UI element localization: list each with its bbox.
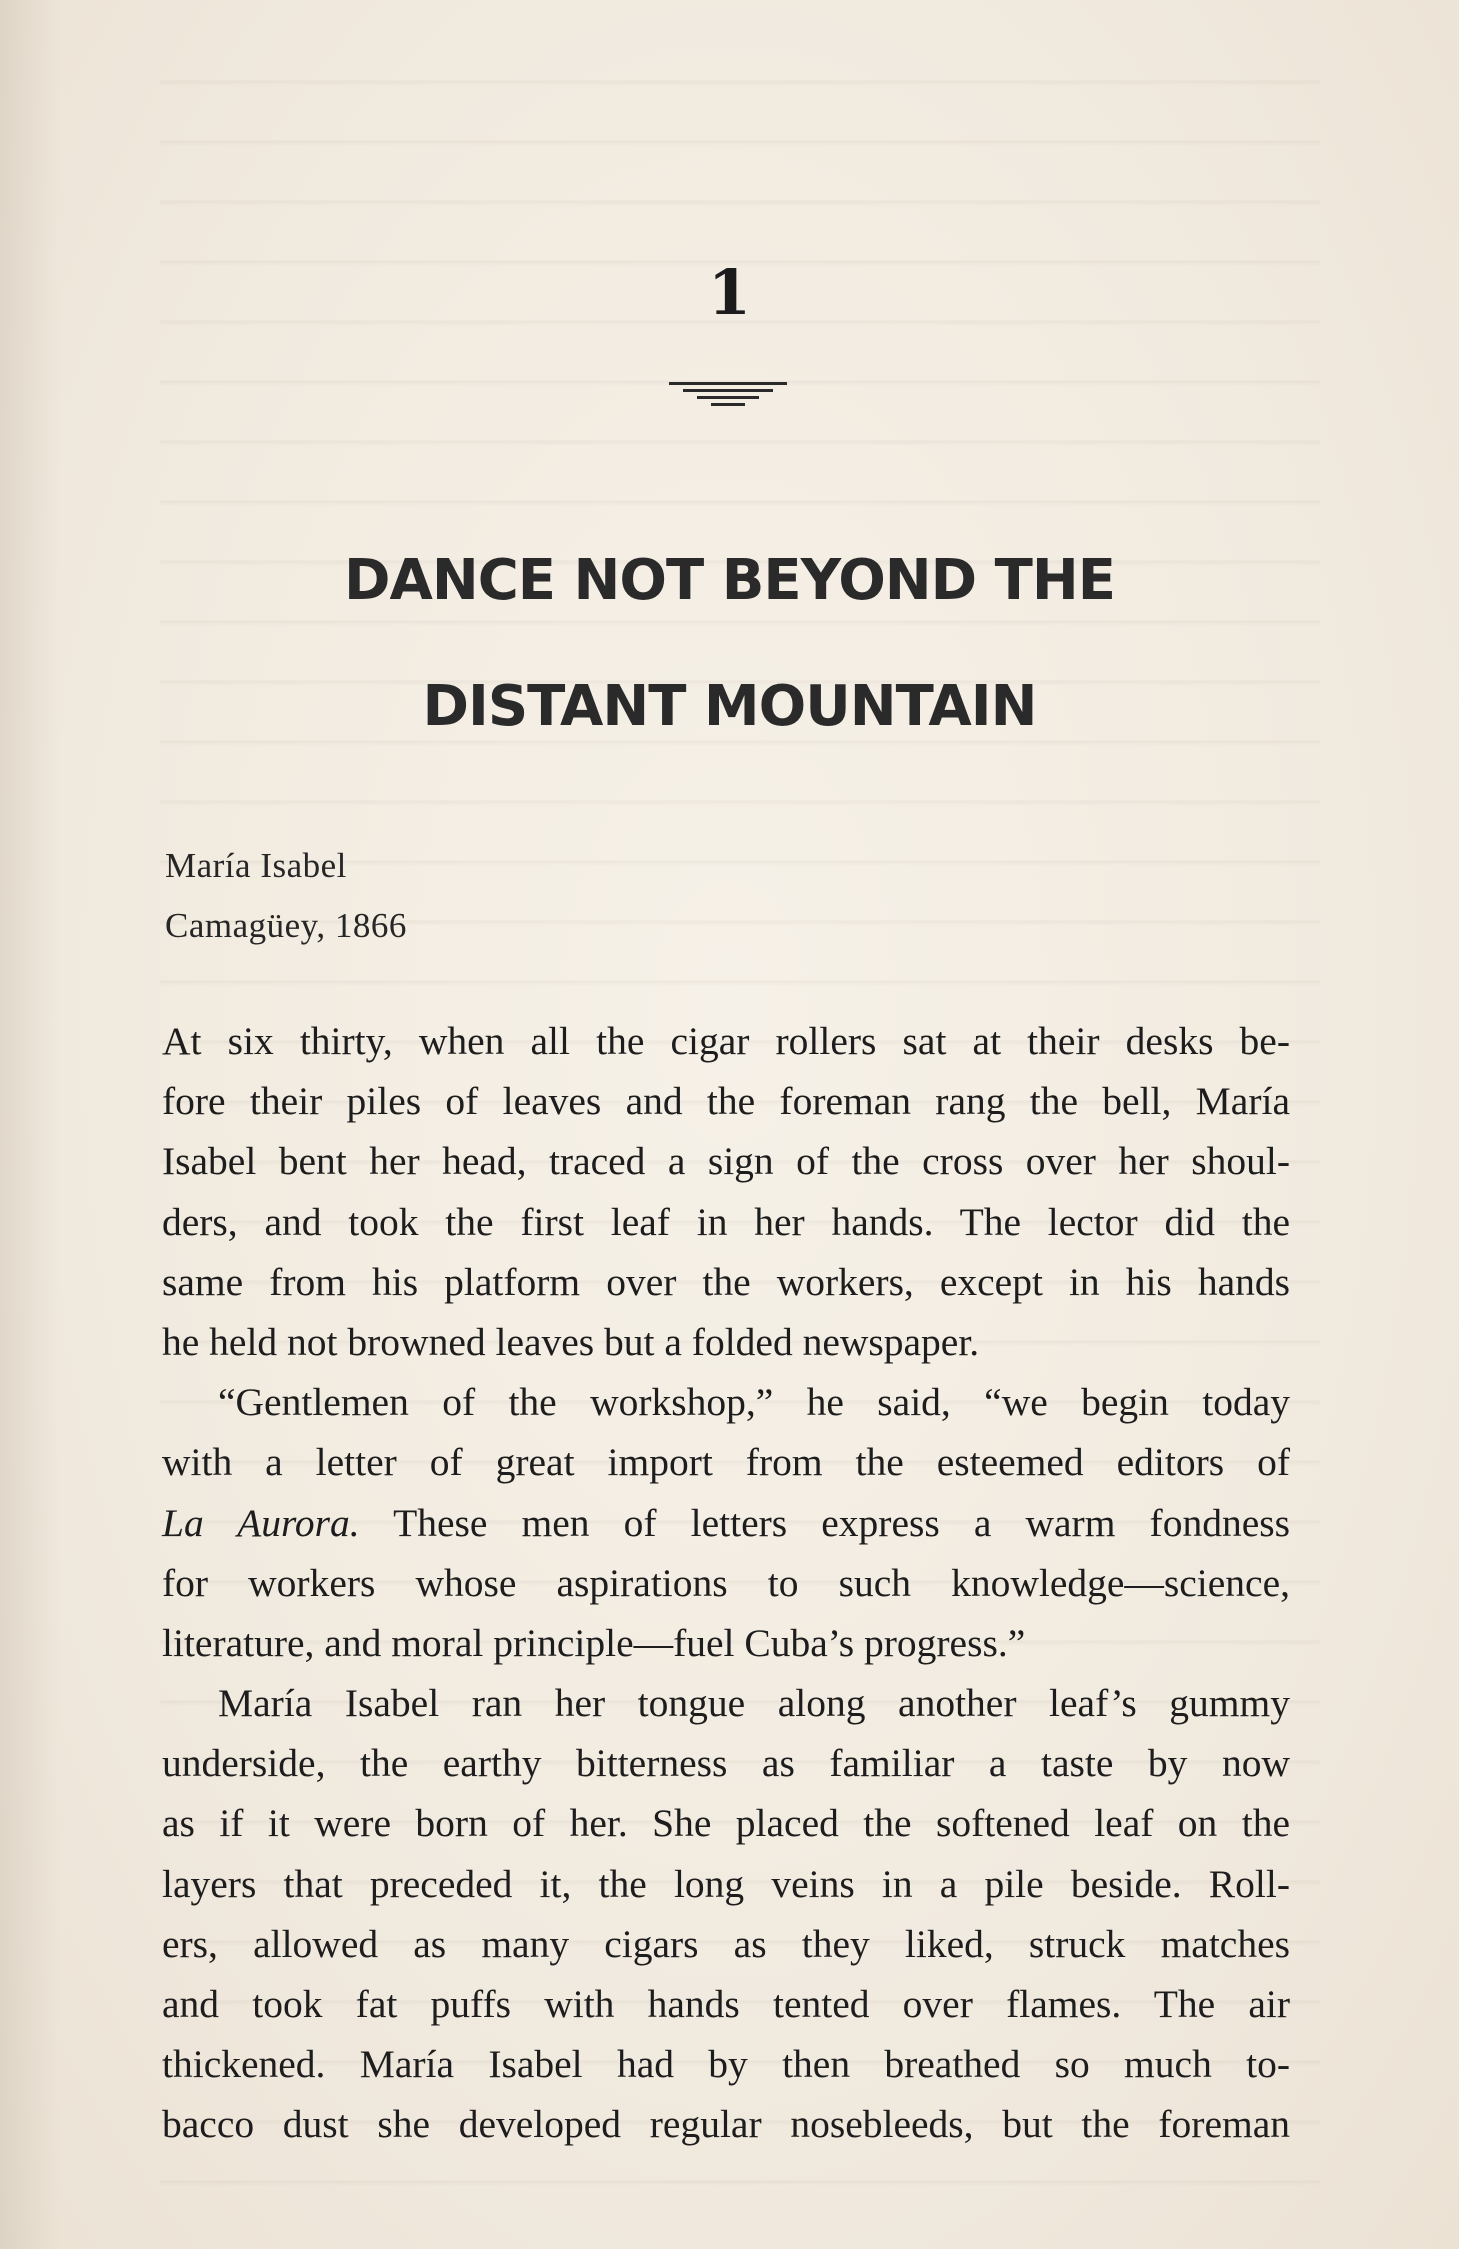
text-line: he held not browned leaves but a folded newspaper. — [162, 1319, 980, 1364]
body-text — [162, 1011, 1290, 2155]
pov-header — [165, 836, 407, 956]
newspaper-title: La Aurora. — [162, 1500, 360, 1545]
chapter-number: 1 — [707, 256, 752, 329]
text-line-rest: These men of letters express a warm fondness — [393, 1500, 1290, 1545]
text-line-with-italic — [162, 1493, 1290, 1553]
text-line: for workers whose aspirations to such knowledge—science, — [162, 1560, 1290, 1605]
chapter-ornament-icon — [669, 382, 787, 422]
chapter-title-line-2: DISTANT MOUNTAIN — [422, 674, 1037, 739]
text-line: literature, and moral principle—fuel Cuba’s progress.” — [162, 1620, 1026, 1665]
text-line: “Gentlemen of the workshop,” he said, “we begin today — [218, 1380, 1290, 1425]
text-line: bacco dust she developed regular nosebleeds, but the foreman — [162, 2102, 1290, 2147]
chapter-title-line-1: DANCE NOT BEYOND THE — [344, 548, 1115, 613]
text-line: thickened. María Isabel had by then breathed so much to- — [162, 2042, 1290, 2087]
text-line: fore their piles of leaves and the foreman rang the bell, María — [162, 1079, 1290, 1124]
text-line: ders, and took the first leaf in her hands. The lector did the — [162, 1199, 1290, 1244]
text-line: María Isabel ran her tongue along another leaf’s gummy — [218, 1681, 1290, 1726]
text-line: with a letter of great import from the esteemed editors of — [162, 1440, 1290, 1485]
text-line: and took fat puffs with hands tented over flames. The air — [162, 1982, 1290, 2026]
text-line: ers, allowed as many cigars as they liked, struck matches — [162, 1921, 1290, 1966]
text-line: Isabel bent her head, traced a sign of the cross over her shoul- — [162, 1139, 1290, 1184]
gutter-shadow — [0, 0, 60, 2249]
text-line: layers that preceded it, the long veins in a pile beside. Roll- — [162, 1861, 1290, 1906]
pov-name: María Isabel — [165, 846, 347, 885]
text-line: underside, the earthy bitterness as familiar a taste by now — [162, 1741, 1290, 1786]
text-line: as if it were born of her. She placed the softened leaf on the — [162, 1801, 1290, 1846]
chapter-title — [0, 518, 1459, 770]
pov-place-year: Camagüey, 1866 — [165, 906, 407, 945]
text-line: At six thirty, when all the cigar rollers sat at their desks be- — [162, 1019, 1290, 1063]
text-line: same from his platform over the workers, except in his hands — [162, 1259, 1290, 1304]
